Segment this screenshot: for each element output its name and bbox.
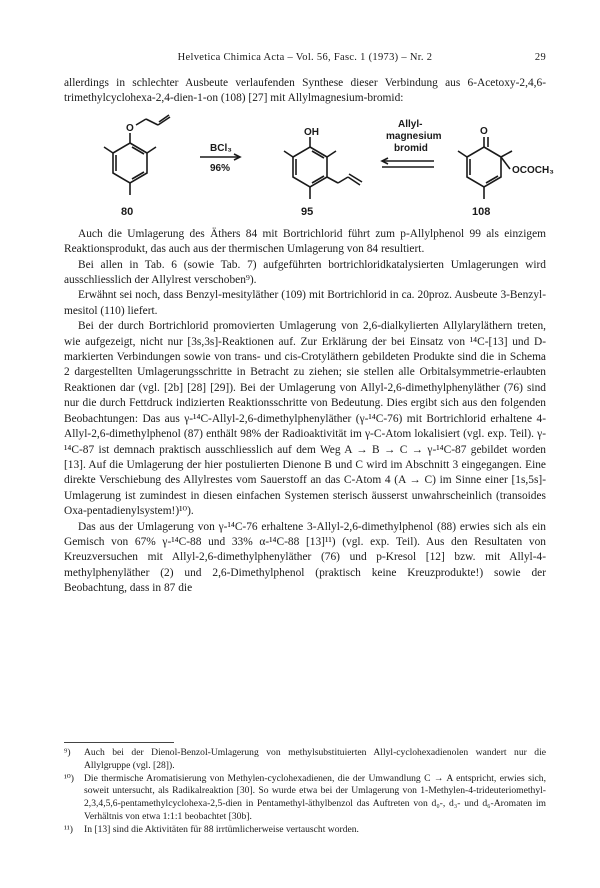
label-ococh3: OCOCH₃ xyxy=(512,164,554,176)
footnote-10 xyxy=(64,773,546,824)
footnote-text: Auch bei der Dienol-Benzol-Umlagerung von methylsubstituierten Allyl-cyclohexadienolen wandert nur die Allylgruppe (vgl. [28]). xyxy=(84,747,546,771)
label-o-80: O xyxy=(126,122,134,134)
paragraph-3: Erwähnt sei noch, dass Benzyl-mesityläther (109) mit Bortrichlorid in ca. 20proz. Ausbeute 3-Benzyl-mesitol (110) liefert. xyxy=(64,289,546,317)
reagent-magnesium: magnesium xyxy=(386,130,442,142)
reagent-bcl3: BCl₃ xyxy=(210,142,232,154)
compound-number-95: 95 xyxy=(301,205,314,218)
intro-paragraph: allerdings in schlechter Ausbeute verlaufenden Synthese dieser Verbindung aus 6-Acetoxy-2,4,6-trimethylcyclohexa-2,4-dien-1-on (108) [27] mit Allylmagnesium-bromid: xyxy=(64,77,546,105)
footnote-mark: ⁹) xyxy=(64,747,71,758)
structure-95 xyxy=(284,137,362,199)
journal-title: Helvetica Chimica Acta – Vol. 56, Fasc. 1 (1973) – Nr. 2 xyxy=(177,52,433,63)
footnote-11 xyxy=(64,824,546,837)
footnotes xyxy=(64,742,546,837)
footnote-text: Die thermische Aromatisierung von Methylen-cyclohexadienen, die der Umwandlung C → A entspricht, erwies sich, soweit untersucht, als Radikalreaktion [30]. So wurde etwa bei der Umlagerung von 1-Methylen-4-trideuteriomethyl-2,3,4,5,6-pentamethylcyclohexa-2,5-dien in Pentamethyl-äthylbenzol das Auftreten von d₀-, d₃- und d₆-Aromaten im Verhältnis von etwa 1:1:1 beobachtet [30b]. xyxy=(84,772,546,822)
label-o-108: O xyxy=(480,125,488,137)
paragraph-2: Bei allen in Tab. 6 (sowie Tab. 7) aufgeführten bortrichloridkatalysierten Umlagerungen wird ausschliesslich der Allylrest verschoben⁹). xyxy=(64,258,546,287)
structure-108 xyxy=(458,137,512,199)
reagent-allyl: Allyl- xyxy=(398,118,423,130)
compound-number-108: 108 xyxy=(472,205,491,218)
reaction-scheme-drawing xyxy=(64,111,554,219)
reagent-bromid: bromid xyxy=(394,142,428,154)
compound-number-80: 80 xyxy=(121,205,134,218)
paragraph-1: Auch die Umlagerung des Äthers 84 mit Bortrichlorid führt zum p-Allylphenol 99 als einzigem Reaktionsprodukt, das auch aus der thermischen Umlagerung von 84 resultiert. xyxy=(64,227,546,256)
arrow-allylmgbr xyxy=(382,158,434,167)
footnote-mark: ¹⁰) xyxy=(64,772,74,784)
reagent-yield: 96% xyxy=(210,162,231,174)
label-oh-95: OH xyxy=(304,126,319,138)
footnote-text: In [13] sind die Aktivitäten für 88 irrtümlicherweise vertauscht worden. xyxy=(84,823,359,835)
running-header xyxy=(64,52,546,68)
main-text xyxy=(64,76,554,597)
footnote-rule xyxy=(64,742,174,743)
footnote-mark: ¹¹) xyxy=(64,823,73,835)
footnote-9 xyxy=(64,747,546,773)
paragraph-5: Das aus der Umlagerung von γ-¹⁴C-76 erhaltene 3-Allyl-2,6-dimethylphenol (88) erwies sich als ein Gemisch von 67% γ-¹⁴C-88 und 33% α-¹⁴C-88 [13]¹¹) (vgl. exp. Teil). Aus den Resultaten von Kreuzversuchen mit Allyl-2,6-dimethylphenyläther (76) und p-Kresol [12] bzw. mit Allyl-4-methylphenyläther (2) und 2,6-Dimethylphenol (praktisch keine Kreuzprodukte!) sowie der Beobachtung, dass in 87 die xyxy=(64,520,546,595)
reaction-scheme xyxy=(64,111,554,219)
arrow-bcl3 xyxy=(200,154,240,160)
structure-80 xyxy=(104,115,170,195)
page-number: 29 xyxy=(534,52,546,63)
paragraph-4: Bei der durch Bortrichlorid promovierten Umlagerung von 2,6-dialkylierten Allylaryläthern treten, wie aufgezeigt, nicht nur [3s,3s]-Reaktionen auf. Zur Erklärung der bei Einsatz von ¹⁴C-[13] und D-markierten Verbindungen sowie von trans- und cis-Crotyläthern gebildeten Produkte sind die in Schema 2 dargestellten Umlagerungsschritte in Betracht zu ziehen; sie stellen alle Orbitalsymmetrie-erlaubten Reaktionen dar (vgl. [2b] [28] [29]). Bei der Umlagerung von Allyl-2,6-dimethylphenyläther (76) sind nur die durch Fettdruck indizierten Reaktionsschritte von Bedeutung. Dies ergibt sich aus den folgenden Beobachtungen: Das aus γ-¹⁴C-Allyl-2,6-dimethylphenyläther (γ-¹⁴C-76) mit Bortrichlorid erhaltene 4-Allyl-2,6-dimethylphenol (87) enthält 98% der Radioaktivität im γ-C-Atom lokalisiert (vgl. exp. Teil). γ-¹⁴C-87 ist demnach praktisch ausschliesslich auf dem Weg A → B → C → γ-¹⁴C-87 gebildet worden [13]. Auf die Umlagerung der hier postulierten Dienone B und C wird im Abschnitt 3 eingegangen. Eine direkte Verschiebung des Allylrestes vom Sauerstoff an das C-Atom 4 (A → C) im Sinne einer [1s,5s]-Umlagerung ist zumindest in diesen einfachen Systemen sterisch äusserst unwahrscheinlich (transoides Oxa-pentadienylsystem!)¹⁰). xyxy=(64,320,546,518)
